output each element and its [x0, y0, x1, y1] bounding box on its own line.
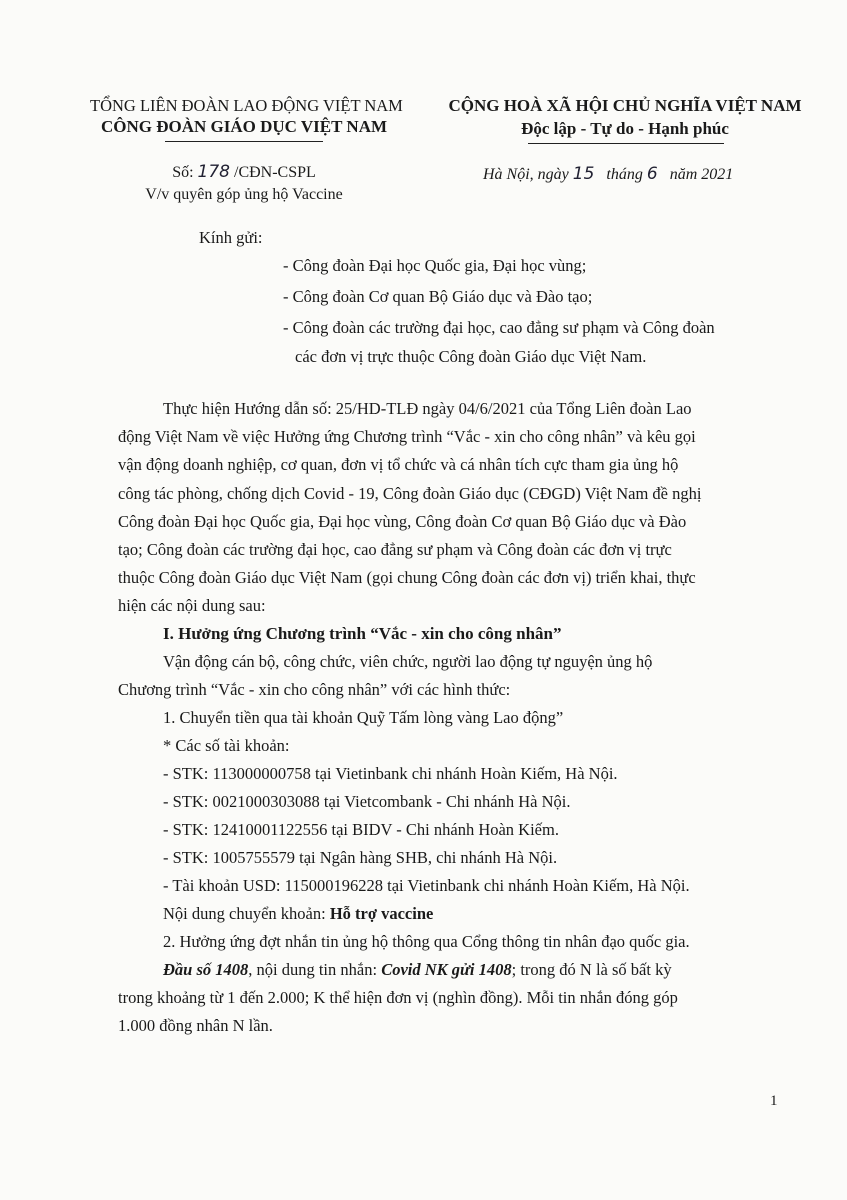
date-day-handwritten: 15 — [572, 164, 595, 184]
sms-text: , nội dung tin nhắn: — [248, 960, 382, 979]
item-1: 1. Chuyển tiền qua tài khoản Quỹ Tấm lòng vàng Lao động” — [163, 708, 564, 727]
issuer-underline — [165, 141, 323, 142]
national-title: CỘNG HOÀ XÃ HỘI CHỦ NGHĨA VIỆT NAM — [448, 96, 802, 115]
transfer-content — [163, 904, 433, 924]
recipient-item: - Công đoàn các trường đại học, cao đẳng sư phạm và Công đoàn — [283, 318, 715, 337]
sms-line: 1.000 đồng nhân N lần. — [118, 1016, 273, 1035]
recipient-item: - Công đoàn Cơ quan Bộ Giáo dục và Đào tạo; — [283, 287, 593, 306]
ref-prefix: Số: — [172, 164, 194, 181]
document-date — [483, 164, 733, 184]
intro-line: hiện các nội dung sau: — [118, 596, 266, 615]
recipient-item: - Công đoàn Đại học Quốc gia, Đại học vùng; — [283, 256, 587, 275]
sms-instruction — [163, 960, 672, 980]
account-line: - Tài khoản USD: 115000196228 tại Vietinbank chi nhánh Hoàn Kiếm, Hà Nội. — [163, 876, 690, 895]
date-month-handwritten: 6 — [646, 164, 658, 184]
national-motto: Độc lập - Tự do - Hạnh phúc — [521, 119, 729, 138]
date-year: năm 2021 — [669, 166, 734, 183]
account-line: - STK: 113000000758 tại Vietinbank chi nhánh Hoàn Kiếm, Hà Nội. — [163, 764, 618, 783]
sms-line: trong khoảng từ 1 đến 2.000; K thể hiện đơn vị (nghìn đồng). Mỗi tin nhắn đóng góp — [118, 988, 678, 1007]
item-2: 2. Hưởng ứng đợt nhắn tin ủng hộ thông qua Cổng thông tin nhân đạo quốc gia. — [163, 932, 690, 951]
account-line: - STK: 1005755579 tại Ngân hàng SHB, chi nhánh Hà Nội. — [163, 848, 558, 867]
transfer-value: Hỗ trợ vaccine — [329, 904, 434, 923]
intro-line: động Việt Nam về việc Hưởng ứng Chương trình “Vắc - xin cho công nhân” và kêu gọi — [118, 427, 696, 446]
document-number — [90, 162, 398, 182]
sms-shortcode: Đầu số 1408 — [163, 960, 249, 979]
issuer-parent-org: TỔNG LIÊN ĐOÀN LAO ĐỘNG VIỆT NAM — [90, 96, 403, 115]
recipients-label: Kính gửi: — [199, 228, 263, 247]
sms-content: Covid NK gửi 1408 — [381, 960, 512, 979]
issuer-org: CÔNG ĐOÀN GIÁO DỤC VIỆT NAM — [100, 117, 388, 136]
section-heading: I. Hưởng ứng Chương trình “Vắc - xin cho công nhân” — [163, 624, 562, 643]
accounts-label: * Các số tài khoản: — [163, 736, 290, 755]
date-place: Hà Nội, ngày — [483, 166, 569, 183]
motto-underline — [528, 143, 724, 144]
section-body-line: Chương trình “Vắc - xin cho công nhân” với các hình thức: — [118, 680, 511, 699]
account-line: - STK: 0021000303088 tại Vietcombank - Chi nhánh Hà Nội. — [163, 792, 571, 811]
intro-line: công tác phòng, chống dịch Covid - 19, Công đoàn Giáo dục (CĐGD) Việt Nam đề nghị — [118, 484, 702, 503]
page-number: 1 — [770, 1093, 778, 1109]
transfer-label: Nội dung chuyển khoản: — [163, 904, 330, 923]
intro-line: vận động doanh nghiệp, cơ quan, đơn vị tổ chức và cá nhân tích cực tham gia ủng hộ — [118, 455, 679, 474]
account-line: - STK: 12410001122556 tại BIDV - Chi nhánh Hoàn Kiếm. — [163, 820, 559, 839]
recipient-item: các đơn vị trực thuộc Công đoàn Giáo dục Việt Nam. — [295, 347, 647, 366]
sms-text: ; trong đó N là số bất kỳ — [511, 960, 672, 979]
intro-line: tạo; Công đoàn các trường đại học, cao đẳng sư phạm và Công đoàn các đơn vị trực — [118, 540, 672, 559]
intro-line: Công đoàn Đại học Quốc gia, Đại học vùng, Công đoàn Cơ quan Bộ Giáo dục và Đào — [118, 512, 687, 531]
intro-line: Thực hiện Hướng dẫn số: 25/HD-TLĐ ngày 04/6/2021 của Tổng Liên đoàn Lao — [163, 399, 692, 418]
date-month-label: tháng — [606, 166, 643, 183]
ref-suffix: /CĐN-CSPL — [234, 164, 316, 181]
ref-number-handwritten: 178 — [197, 162, 230, 182]
section-body-line: Vận động cán bộ, công chức, viên chức, người lao động tự nguyện ủng hộ — [163, 652, 653, 671]
intro-line: thuộc Công đoàn Giáo dục Việt Nam (gọi chung Công đoàn các đơn vị) triển khai, thực — [118, 568, 696, 587]
document-subject: V/v quyên góp ủng hộ Vaccine — [145, 186, 343, 203]
